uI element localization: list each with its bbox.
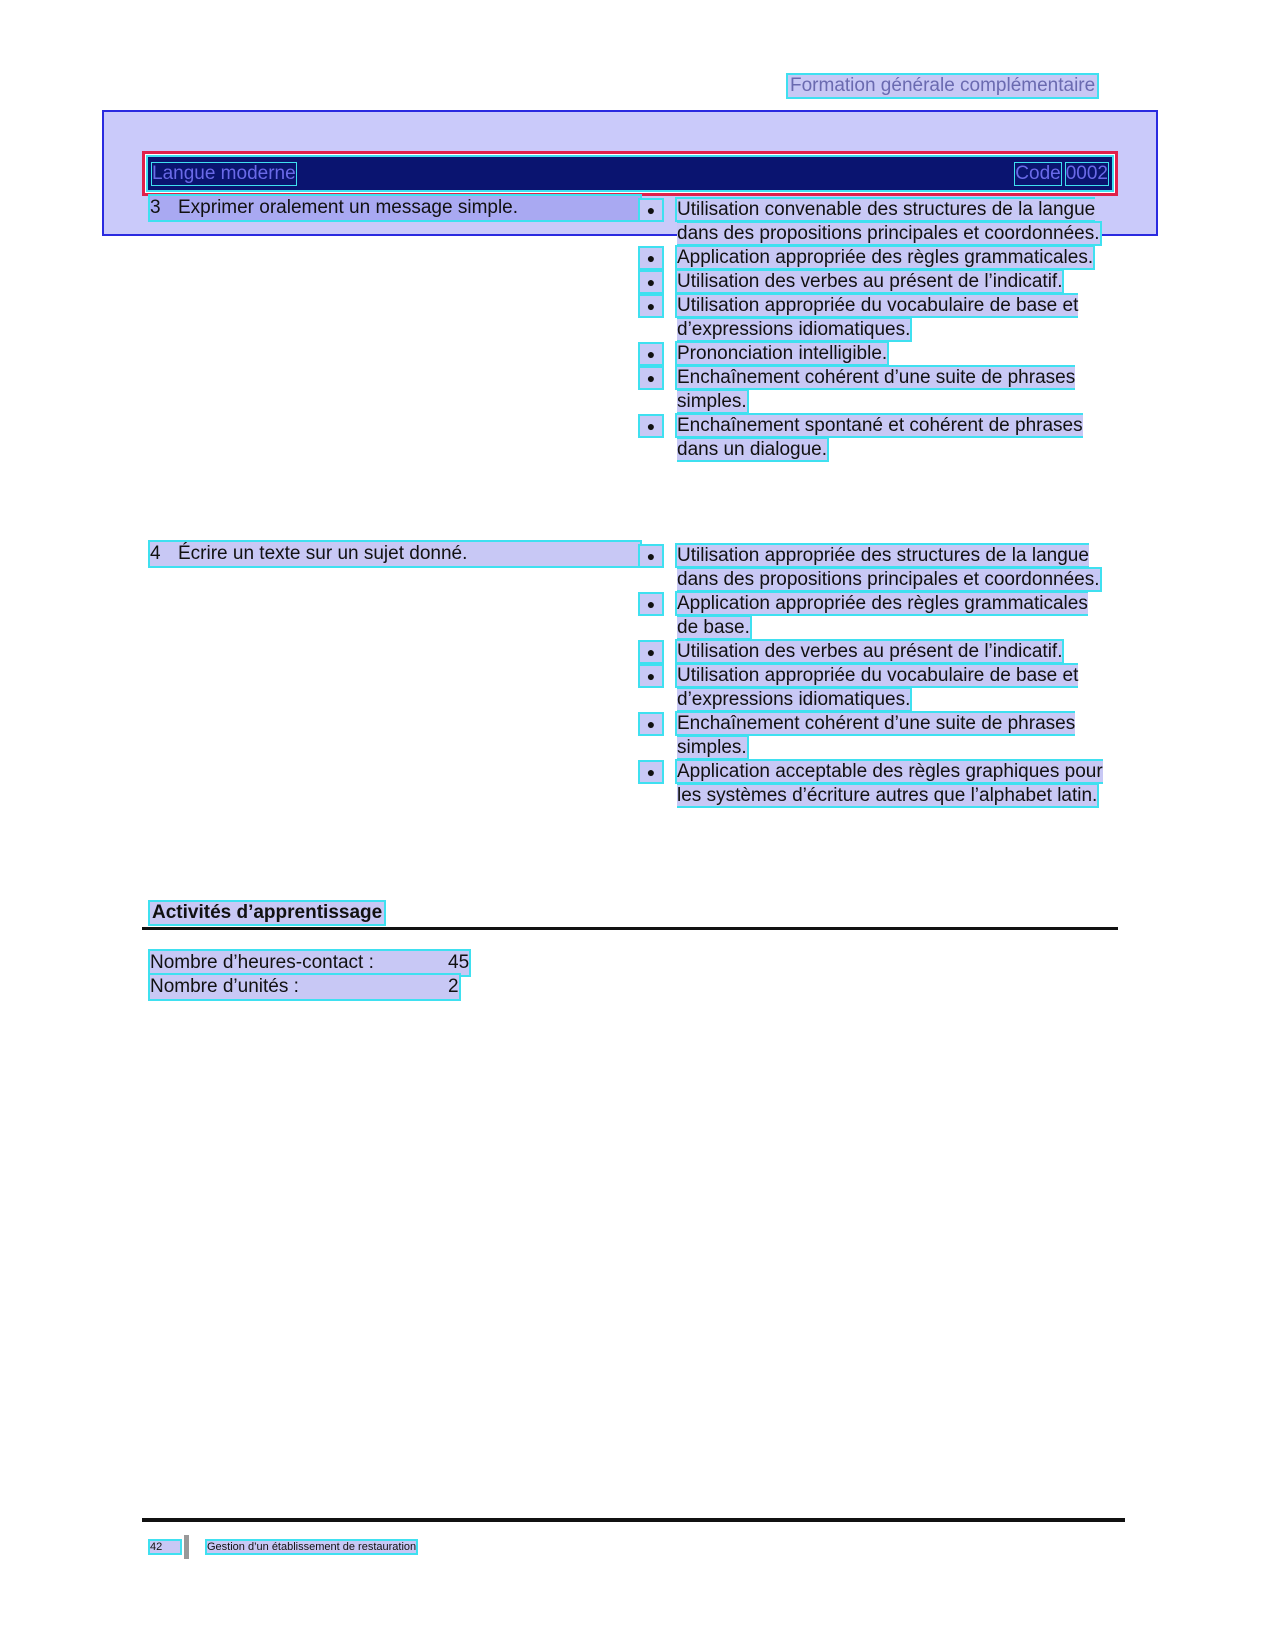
page-footer xyxy=(150,1535,416,1559)
bullet-dot-icon: ● xyxy=(640,416,662,436)
criterion-item: ● Utilisation convenable des structures de la langue dans des propositions principales et coordonnées. xyxy=(640,198,1110,246)
running-header: Formation générale complémentaire xyxy=(790,75,1096,96)
objective-row xyxy=(150,196,640,220)
hours-label: Nombre d’heures-contact : xyxy=(150,952,374,973)
criterion-item: ● Enchaînement spontané et cohérent de phrases dans un dialogue. xyxy=(640,414,1110,462)
bullet-dot-icon: ● xyxy=(640,666,662,686)
criterion-item: ● Enchaînement cohérent d’une suite de phrases simples. xyxy=(640,712,1110,760)
bullet-dot-icon: ● xyxy=(640,642,662,662)
criterion-item: ● Application appropriée des règles grammaticales. xyxy=(640,246,1110,270)
module-title-bar xyxy=(142,151,1118,196)
objective-number: 4 xyxy=(150,543,161,564)
bullet-dot-icon: ● xyxy=(640,296,662,316)
criterion-item: ● Utilisation des verbes au présent de l’indicatif. xyxy=(640,640,1110,664)
bullet-dot-icon: ● xyxy=(640,344,662,364)
units-row xyxy=(150,975,459,999)
units-value: 2 xyxy=(448,976,459,997)
criteria-list xyxy=(640,198,1110,462)
bullet-dot-icon: ● xyxy=(640,368,662,388)
section-divider xyxy=(142,927,1118,930)
criterion-item: ● Prononciation intelligible. xyxy=(640,342,1110,366)
criterion-item: ● Utilisation appropriée des structures de la langue dans des propositions principales et coordonnées. xyxy=(640,544,1110,592)
page-number: 42 xyxy=(150,1541,180,1553)
criterion-item: ● Utilisation appropriée du vocabulaire de base et d’expressions idiomatiques. xyxy=(640,294,1110,342)
objective-number: 3 xyxy=(150,197,161,218)
bullet-dot-icon: ● xyxy=(640,272,662,292)
module-code-label: Code xyxy=(1015,162,1061,184)
objective-text: Écrire un texte sur un sujet donné. xyxy=(178,543,468,564)
bullet-dot-icon: ● xyxy=(640,594,662,614)
footer-divider xyxy=(142,1518,1125,1522)
footer-title: Gestion d’un établissement de restauration xyxy=(207,1541,417,1553)
criterion-item: ● Application acceptable des règles graphiques pour les systèmes d’écriture autres que l’alphabet latin. xyxy=(640,760,1110,808)
hours-value: 45 xyxy=(448,952,470,973)
module-code-value: 0002 xyxy=(1065,162,1108,184)
footer-separator xyxy=(184,1535,189,1559)
objective-text: Exprimer oralement un message simple. xyxy=(178,197,519,218)
bullet-dot-icon: ● xyxy=(640,714,662,734)
criterion-item: ● Utilisation des verbes au présent de l’indicatif. xyxy=(640,270,1110,294)
bullet-dot-icon: ● xyxy=(640,200,662,220)
criterion-item: ● Utilisation appropriée du vocabulaire de base et d’expressions idiomatiques. xyxy=(640,664,1110,712)
hours-row xyxy=(150,951,469,975)
activities-heading: Activités d’apprentissage xyxy=(152,902,383,923)
bullet-dot-icon: ● xyxy=(640,762,662,782)
criteria-list xyxy=(640,544,1110,808)
module-title: Langue moderne xyxy=(152,162,296,184)
criterion-item: ● Enchaînement cohérent d’une suite de phrases simples. xyxy=(640,366,1110,414)
bullet-dot-icon: ● xyxy=(640,546,662,566)
objective-row xyxy=(150,542,640,566)
criterion-item: ● Application appropriée des règles grammaticales de base. xyxy=(640,592,1110,640)
units-label: Nombre d’unités : xyxy=(150,976,299,997)
bullet-dot-icon: ● xyxy=(640,248,662,268)
